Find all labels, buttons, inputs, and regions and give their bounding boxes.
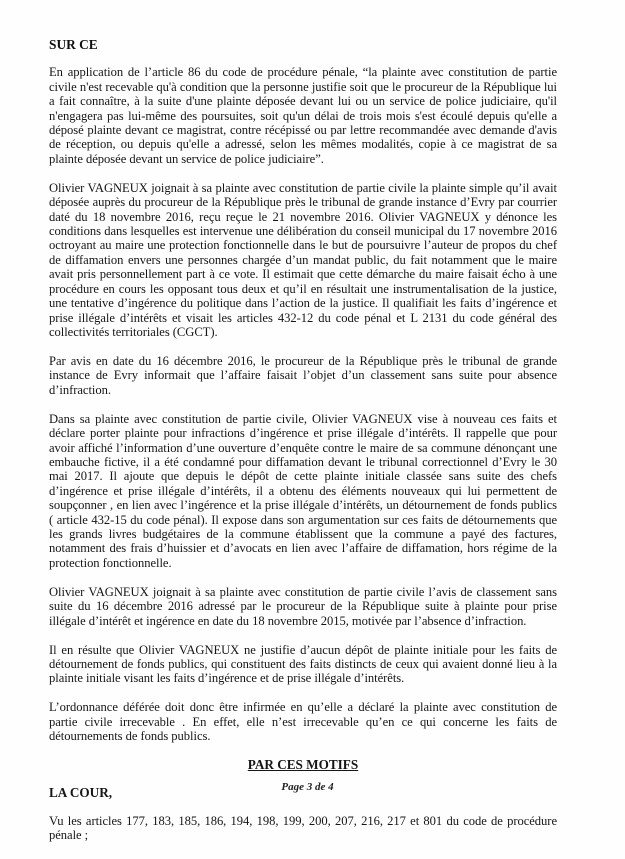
page-number: Page 3 de 4: [281, 781, 334, 793]
paragraph-avis-joint: Olivier VAGNEUX joignait à sa plainte avec constitution de partie civile l’avis de classement sans suite du 16 décembre 2016 adressé par le procureur de la République suite à plainte pour prise illégale d’intérêt et ingérence en date du 18 novembre 2015, motivée par l’absence d’infraction.: [49, 584, 557, 628]
court-label: LA COUR,: [49, 784, 113, 800]
paragraph-constitution-partie-civile: Dans sa plainte avec constitution de partie civile, Olivier VAGNEUX vise à nouveau ces faits et déclare porter plainte pour infractions d’ingérence et prise illégale d’intérêts. Il rappelle que pour avoir affiché l’information d’une ouverture d’enquête contre le maire de sa commune dénonçant une embauche fictive, il a été condamné pour diffamation devant le tribunal correctionnel d’Evry le 30 mai 2017. Il ajoute que depuis le dépôt de cette plainte initiale classée sans suite des chefs d’ingérence et prise illégale d’intérêts, il a obtenu des éléments nouveaux qui lui permettent de soupçonner , en lien avec l’ingérence et la prise illégale d’intérêts, un détournement de fonds publics ( article 432-15 du code pénal). Il expose dans son argumentation sur ces faits de détournements que les grands livres budgétaires de la commune établissent que la commune a payé des factures, notamment des frais d’huissier et d’avocats en lien avec l’affaire de diffamation, hors régime de la protection fonctionnelle.: [49, 411, 557, 570]
motifs-heading: PAR CES MOTIFS: [247, 757, 359, 773]
document-body: [49, 38, 557, 857]
paragraph-avis-classement: Par avis en date du 16 décembre 2016, le procureur de la République près le tribunal de grande instance de Evry informait que l’affaire faisait l’objet d’un classement sans suite pour absence d’infraction.: [49, 353, 557, 397]
page-footer: [0, 781, 625, 793]
section-heading: SUR CE: [49, 37, 98, 52]
paragraph-ordonnance: L’ordonnance déférée doit donc être infirmée en qu’elle a déclaré la plainte avec constitution de partie civile irrecevable . En effet, elle n’est irrecevable qu’en ce qui concerne les faits de détournements de fonds publics.: [49, 700, 557, 744]
paragraph-resultat: Il en résulte que Olivier VAGNEUX ne justifie d’aucun dépôt de plainte initiale pour les faits de détournement de fonds publics, qui constituent des faits distincts de ceux qui avaient donné lieu à la plainte initiale visant les faits d’ingérence et de prise illégale d’intérêts.: [49, 642, 557, 686]
paragraph-article-86: En application de l’article 86 du code de procédure pénale, “la plainte avec constitution de partie civile n'est recevable qu'à condition que la personne justifie soit que le procureur de la République lui a fait connaître, à la suite d'une plainte déposée devant lui ou un service de police judiciaire, qu'il n'engagera pas lui-même des poursuites, soit qu'un délai de trois mois s'est écoulé depuis qu'elle a déposé plainte devant ce magistrat, contre récépissé ou par lettre recommandée avec demande d'avis de réception, ou depuis qu'elle a adressé, selon les mêmes modalités, copie à ce magistrat de sa plainte déposée devant un service de police judiciaire”.: [49, 65, 557, 166]
articles-line: Vu les articles 177, 183, 185, 186, 194, 198, 199, 200, 207, 216, 217 et 801 du code de procédure pénale ;: [49, 814, 557, 843]
paragraph-plainte-simple: Olivier VAGNEUX joignait à sa plainte avec constitution de partie civile la plainte simple qu’il avait déposée auprès du procureur de la République près le tribunal de grande instance d’Evry par courrier daté du 18 novembre 2016, reçu reçue le 21 novembre 2016. Olivier VAGNEUX y dénonce les conditions dans lesquelles est intervenue une délibération du conseil municipal du 17 novembre 2016 octroyant au maire une protection fonctionnelle dans le but de poursuivre l’auteur de propos du chef de diffamation envers une personnes chargée d’un mandat public, du fait notamment que le maire avait pris personnellement part à ce vote. Il estimait que cette démarche du maire faisait écho à une procédure en cours les opposant tous deux et qu’il en résultait une instrumentalisation de la justice, une tentative d’ingérence du politique dans l’action de la justice. Il qualifiait les faits d’ingérence et prise illégale d’intérêts et visait les articles 432-12 du code pénal et L 2131 du code général des collectivités territoriales (CGCT).: [49, 180, 557, 339]
